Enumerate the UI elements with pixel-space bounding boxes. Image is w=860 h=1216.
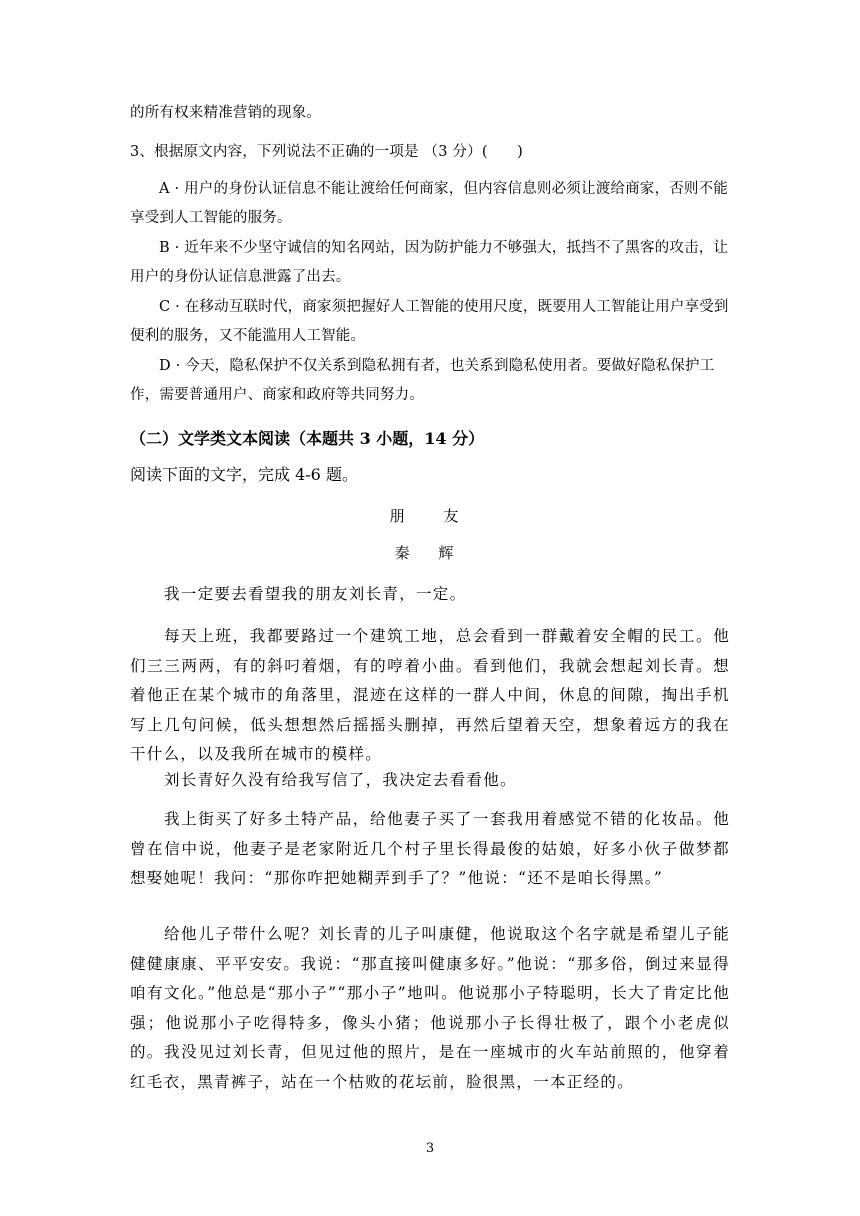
story-paragraph: 我上街买了好多土特产品，给他妻子买了一套我用着感觉不错的化妆品。他曾在信中说，他妻子是老家附近几个村子里长得最俊的姑娘，好多小伙子做梦都想娶她呢！我问：“那你咋把她糊弄到手了？”他说：“还不是咱长得黑。” <box>130 810 730 887</box>
story-title: 朋 友 <box>389 507 471 525</box>
story-author: 秦 辉 <box>394 544 466 562</box>
question-3: 3、根据原文内容，下列说法不正确的一项是 （3 分）( ) <box>130 144 523 160</box>
story-paragraph: 每天上班，我都要路过一个建筑工地，总会看到一群戴着安全帽的民工。他们三三两两，有的斜叼着烟，有的哼着小曲。看到他们，我就会想起刘长青。想着他正在某个城市的角落里，混迹在这样的一群人中间，休息的间隙，掏出手机写上几句问候，低头想想然后摇摇头删掉，再然后望着天空，想象着远方的我在干什么，以及我所在城市的模样。 <box>130 627 730 763</box>
story-paragraph: 我没见过刘长青，但见过他的照片，是在一座城市的火车站前照的，他穿着红毛衣，黑青裤子，站在一个枯败的花坛前，脸很黑，一本正经的。 <box>130 1043 730 1091</box>
page-number: 3 <box>425 1141 435 1156</box>
option-b: B · 近年来不少坚守诚信的知名网站，因为防护能力不够强大，抵挡不了黑客的攻击，让用户的身份认证信息泄露了出去。 <box>130 240 729 285</box>
story-paragraph: 刘长青好久没有给我写信了，我决定去看看他。 <box>164 771 517 789</box>
option-c: C · 在移动互联时代，商家须把握好人工智能的使用尺度，既要用人工智能让用户享受到便利的服务，又不能滥用人工智能。 <box>130 299 729 344</box>
section-heading: （二）文学类文本阅读（本题共 3 小题，14 分） <box>130 429 485 448</box>
option-d: D · 今天，隐私保护不仅关系到隐私拥有者，也关系到隐私使用者。要做好隐私保护工作，需要普通用户、商家和政府等共同努力。 <box>130 358 715 403</box>
story-paragraph: 我一定要去看望我的朋友刘长青，一定。 <box>164 585 467 603</box>
continuation-text: 的所有权来精准营销的现象。 <box>130 105 322 121</box>
option-a: A · 用户的身份认证信息不能让渡给任何商家，但内容信息则必须让渡给商家，否则不能享受到人工智能的服务。 <box>130 181 728 226</box>
section-intro: 阅读下面的文字，完成 4-6 题。 <box>130 465 358 484</box>
story-paragraph: 给他儿子带什么呢？刘长青的儿子叫康健，他说取这个名字就是希望儿子能健健康康、平平安安。我说：“那直接叫健康多好。”他说：“那多俗，倒过来显得咱有文化。”他总是“那小子”“那小子”地叫。他说那小子特聪明，长大了肯定比他强；他说那小子吃得特多，像头小猪；他说那小子长得壮极了，跟个小老虎似的。 <box>130 925 730 1061</box>
